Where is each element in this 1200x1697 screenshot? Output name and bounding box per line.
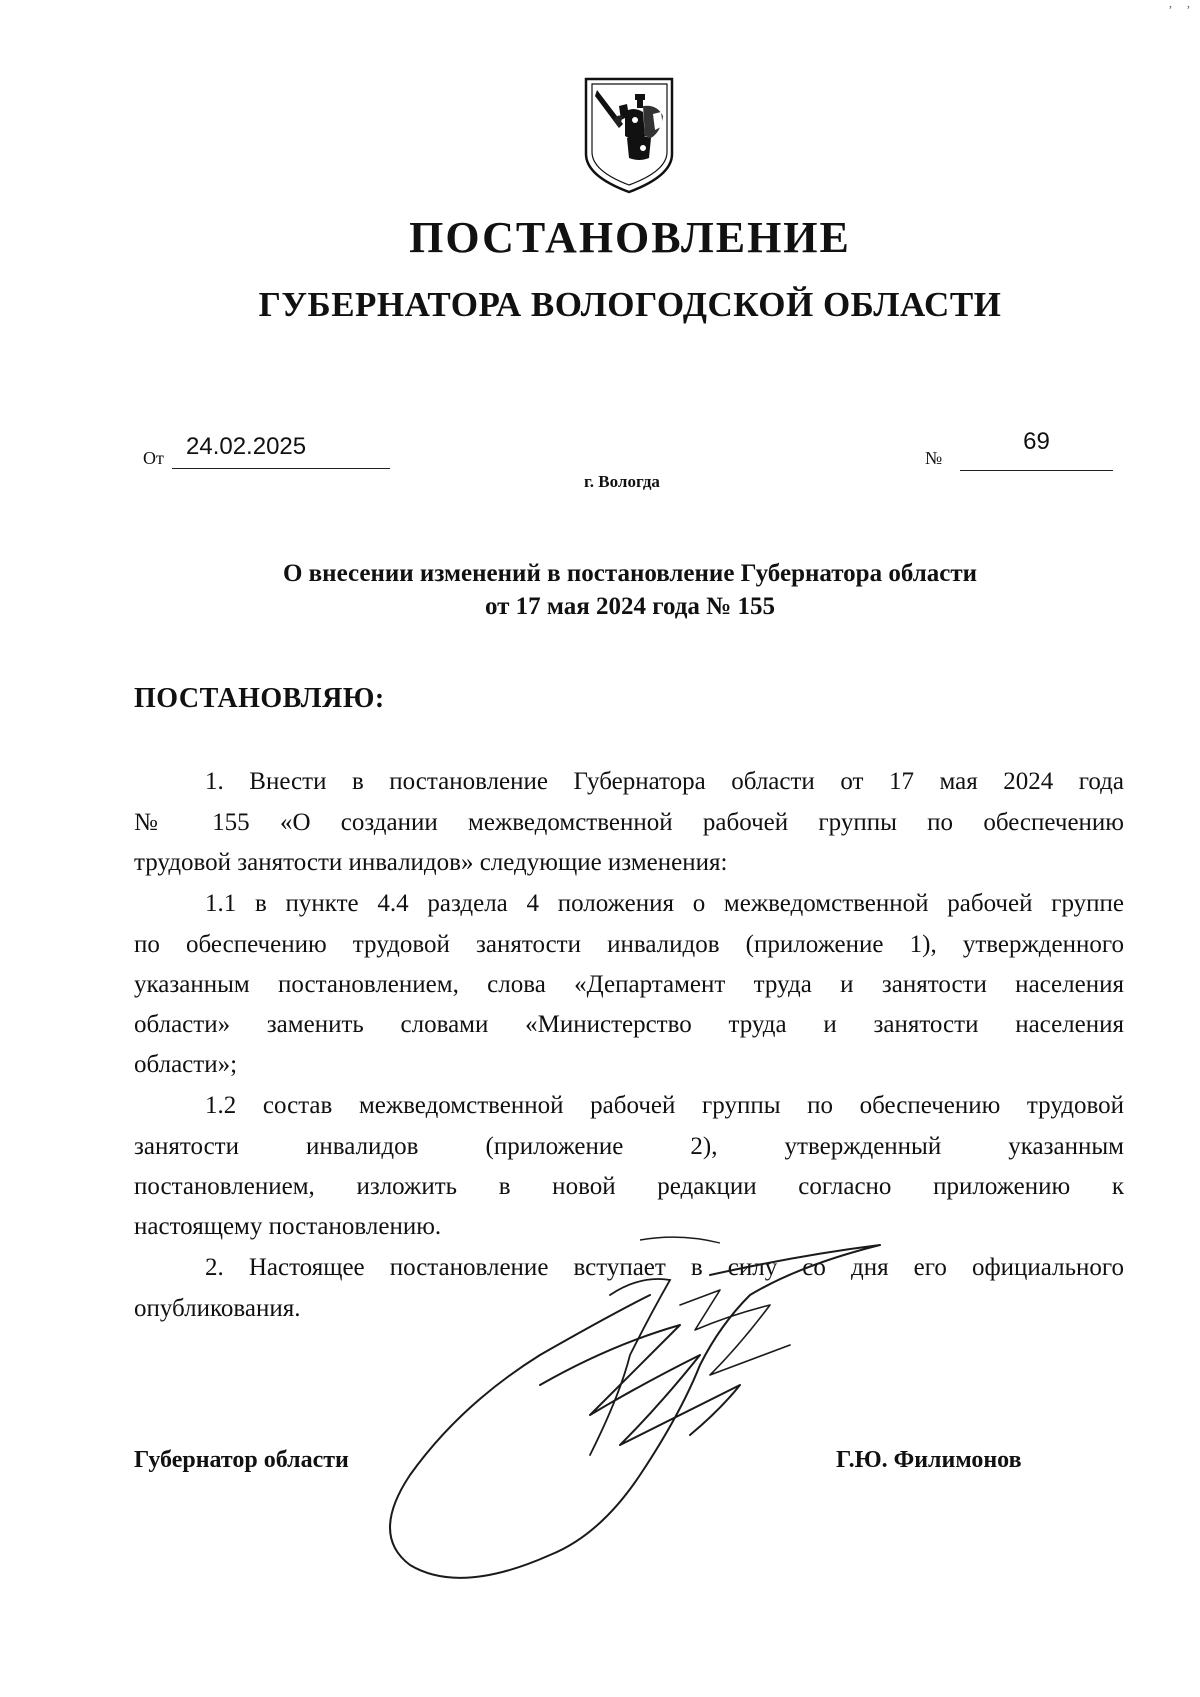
body-line: 1.2 состав межведомственной рабочей группы по обеспечению трудовой — [205, 1092, 1124, 1119]
body-line: трудовой занятости инвалидов» следующие изменения: — [134, 849, 728, 876]
document-date: 24.02.2025 — [172, 433, 390, 469]
date-prefix: От — [143, 448, 164, 468]
body-line: указанным постановлением, слова «Департамент труда и занятости населения — [134, 971, 1124, 998]
document-title: ПОСТАНОВЛЕНИЕ — [409, 213, 851, 262]
document-issuer: ГУБЕРНАТОРА ВОЛОГОДСКОЙ ОБЛАСТИ — [258, 285, 1002, 324]
body-line: опубликования. — [134, 1295, 301, 1322]
number-sign: № — [925, 448, 943, 468]
signer-position: Губернатор области — [134, 1447, 349, 1473]
body-line: занятости инвалидов (приложение 2), утвержденный указанным — [134, 1133, 1124, 1160]
body-line: области» заменить словами «Министерство труда и занятости населения — [134, 1011, 1124, 1038]
document-number: 69 — [960, 428, 1113, 471]
subject-line-2: от 17 мая 2024 года № 155 — [484, 593, 776, 620]
body-line: области»; — [134, 1051, 238, 1078]
subject-line-1: О внесении изменений в постановление Губернатора области — [282, 560, 978, 587]
body-line: постановлением, изложить в новой редакции согласно приложению к — [134, 1173, 1124, 1200]
body-line: № 155 «О создании межведомственной рабочей группы по обеспечению — [134, 809, 1124, 836]
decree-word: ПОСТАНОВЛЯЮ: — [134, 683, 385, 714]
coat-of-arms-icon — [583, 76, 675, 194]
body-line: 2. Настоящее постановление вступает в силу со дня его официального — [205, 1254, 1124, 1281]
body-line: 1. Внести в постановление Губернатора области от 17 мая 2024 года — [205, 768, 1124, 795]
body-line: настоящему постановлению. — [134, 1213, 442, 1240]
body-line: 1.1 в пункте 4.4 раздела 4 положения о межведомственной рабочей группе — [205, 890, 1124, 917]
city: г. Вологда — [584, 472, 660, 491]
scan-mark: , , — [1169, 0, 1190, 10]
body-line: по обеспечению трудовой занятости инвалидов (приложение 1), утвержденного — [134, 931, 1124, 958]
handwritten-signature — [380, 1235, 980, 1635]
signer-name: Г.Ю. Филимонов — [836, 1447, 1022, 1473]
